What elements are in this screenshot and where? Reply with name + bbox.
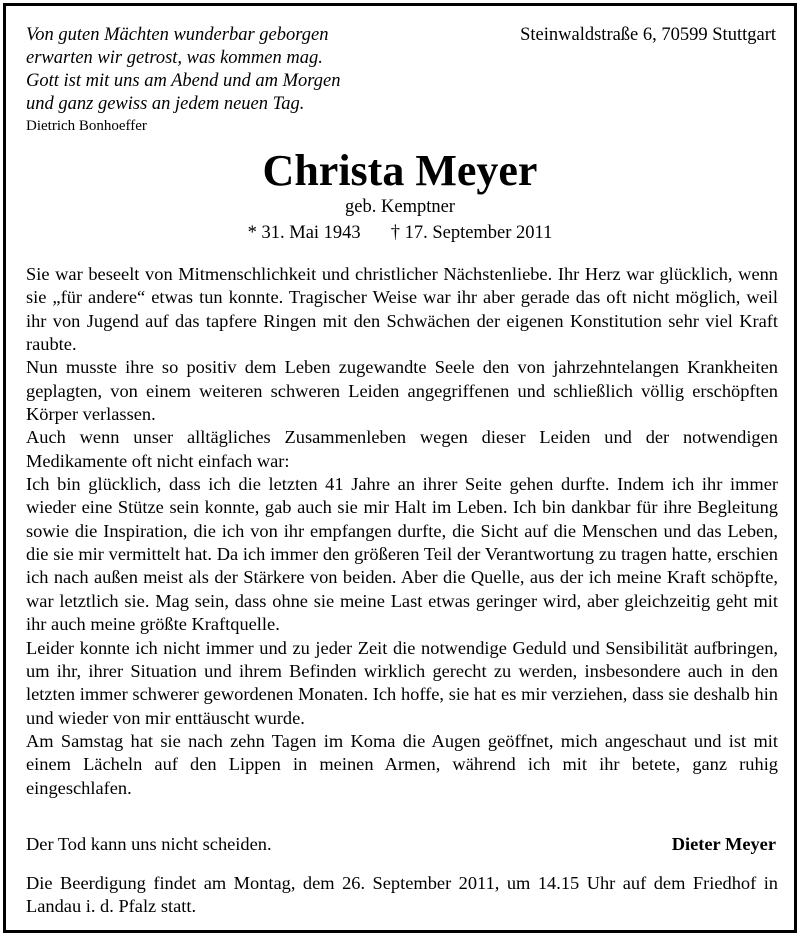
maiden-name: geb. Kemptner — [345, 197, 455, 217]
closing-line: Der Tod kann uns nicht scheiden. — [26, 834, 272, 854]
paragraph: Am Samstag hat sie nach zehn Tagen im Koma die Augen geöffnet, mich angeschaut und ist mit einem Lächeln auf den Lippen in meinen Armen, während ich mit ihr betete, ganz ruhig eingeschlafen. — [26, 730, 778, 798]
deceased-name: Christa Meyer — [262, 146, 538, 195]
paragraph: Nun musste ihre so positiv dem Leben zugewandte Seele den von jahrzehntelangen Krankheiten geplagten, von einem weiteren schweren Leiden angegriffenen und schließlich völlig erschöpften Körper verlassen. — [26, 357, 778, 425]
address: Steinwaldstraße 6, 70599 Stuttgart — [520, 25, 776, 45]
obituary-text — [26, 263, 778, 800]
death-date: † 17. September 2011 — [390, 223, 553, 243]
signature-row — [26, 833, 778, 856]
funeral-notice: Die Beerdigung findet am Montag, dem 26. September 2011, um 14.15 Uhr auf dem Friedhof in Landau i. d. Pfalz statt. — [26, 873, 778, 916]
paragraph: Ich bin glücklich, dass ich die letzten 41 Jahre an ihrer Seite gehen durfte. Indem ich ihr immer wieder eine Stütze sein konnte, gab auch sie mir Halt im Leben. Ich bin dankbar für ihre Begleitung sowie die Inspiration, die ich von ihr empfangen durfte, die Sicht auf die Menschen und das Leben, die sie mir vermittelt hat. Da ich immer den größeren Teil der Verantwortung zu tragen hatte, erschien ich nach außen meist als der Stärkere von beiden. Aber die Quelle, aus der ich meine Kraft schöpfte, war letztlich sie. Mag sein, dass ohne sie meine Last etwas geringer wird, aber gleichzeitig geht mit ihr auch meine größte Kraftquelle. — [26, 474, 778, 635]
poem-line: Gott ist mit uns am Abend und am Morgen — [26, 71, 341, 91]
poem-line: erwarten wir getrost, was kommen mag. — [26, 48, 323, 68]
poem-block — [26, 24, 341, 136]
poem-line: und ganz gewiss an jedem neuen Tag. — [26, 94, 305, 114]
poem-line: Von guten Mächten wunderbar geborgen — [26, 25, 329, 45]
signer-name: Dieter Meyer — [671, 834, 776, 854]
birth-date: * 31. Mai 1943 — [247, 223, 361, 243]
poem-author: Dietrich Bonhoeffer — [26, 118, 147, 134]
life-dates — [6, 222, 794, 245]
paragraph: Sie war beseelt von Mitmenschlichkeit und christlicher Nächstenliebe. Ihr Herz war glücklich, wenn sie „für andere“ etwas tun konnte. Tragischer Weise war ihr aber gerade das oft nicht möglich, weil ihr von Jugend auf das tapfere Ringen mit den Schwächen der eigenen Konstitution sehr viel Kraft raubte. — [26, 264, 778, 355]
paragraph: Leider konnte ich nicht immer und zu jeder Zeit die notwendige Geduld und Sensibilität aufbringen, um ihr, ihrer Situation und ihrem Befinden wirklich gerecht zu werden, insbesondere auch in den letzten immer schwerer gewordenen Monaten. Ich hoffe, sie hat es mir verziehen, dass sie deshalb hin und wieder von mir enttäuscht wurde. — [26, 637, 778, 728]
paragraph: Auch wenn unser alltägliches Zusammenleben wegen dieser Leiden und der notwendigen Medikamente oft nicht einfach war: — [26, 427, 778, 471]
obituary-notice — [3, 3, 797, 933]
